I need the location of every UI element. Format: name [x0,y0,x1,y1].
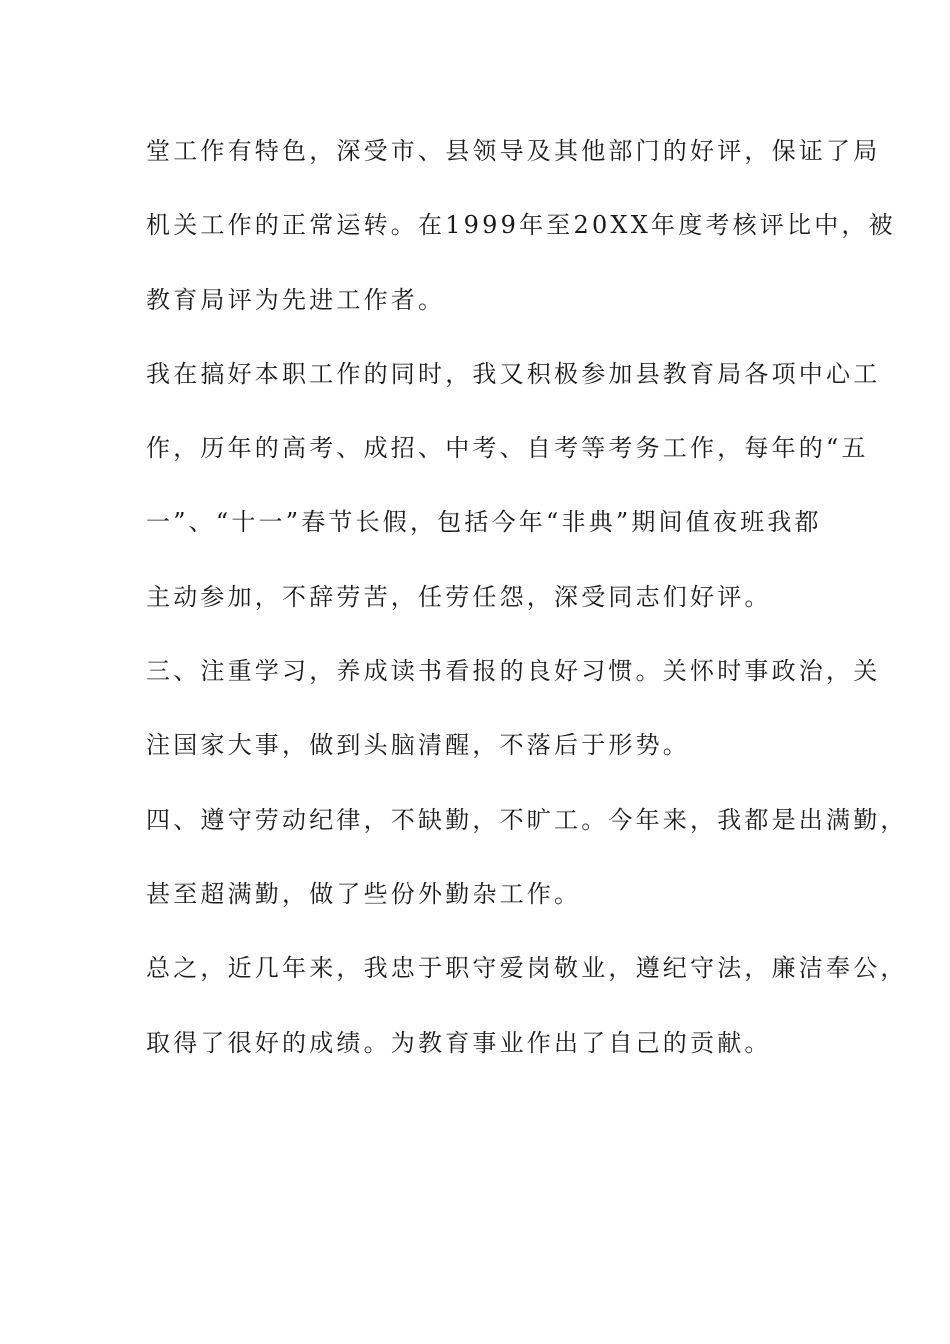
text-line: 总之，近几年来，我忠于职守爱岗敬业，遵纪守法，廉洁奉公， [146,954,908,983]
text-line: 机关工作的正常运转。在1999年至20XX年度考核评比中，被 [146,211,896,240]
text-line: 主动参加，不辞劳苦，任劳任怨，深受同志们好评。 [146,582,772,611]
text-line: 教育局评为先进工作者。 [146,285,446,314]
body-text [146,128,908,1094]
text-line: 甚至超满勤，做了些份外勤杂工作。 [146,879,582,908]
text-line: 一”、“十一”春节长假，包括今年“非典”期间值夜班我都 [146,508,822,537]
text-line: 堂工作有特色，深受市、县领导及其他部门的好评，保证了局 [146,137,881,165]
text-line: 取得了很好的成绩。为教育事业作出了自己的贡献。 [146,1028,772,1057]
text-line: 我在搞好本职工作的同时，我又积极参加县教育局各项中心工 [146,359,881,388]
text-line: 四、遵守劳动纪律，不缺勤，不旷工。今年来，我都是出满勤， [146,805,908,834]
text-line: 注国家大事，做到头脑清醒，不落后于形势。 [146,731,690,760]
text-line: 作，历年的高考、成招、中考、自考等考务工作，每年的“五 [146,434,869,463]
text-line: 三、注重学习，养成读书看报的良好习惯。关怀时事政治，关 [146,657,881,686]
